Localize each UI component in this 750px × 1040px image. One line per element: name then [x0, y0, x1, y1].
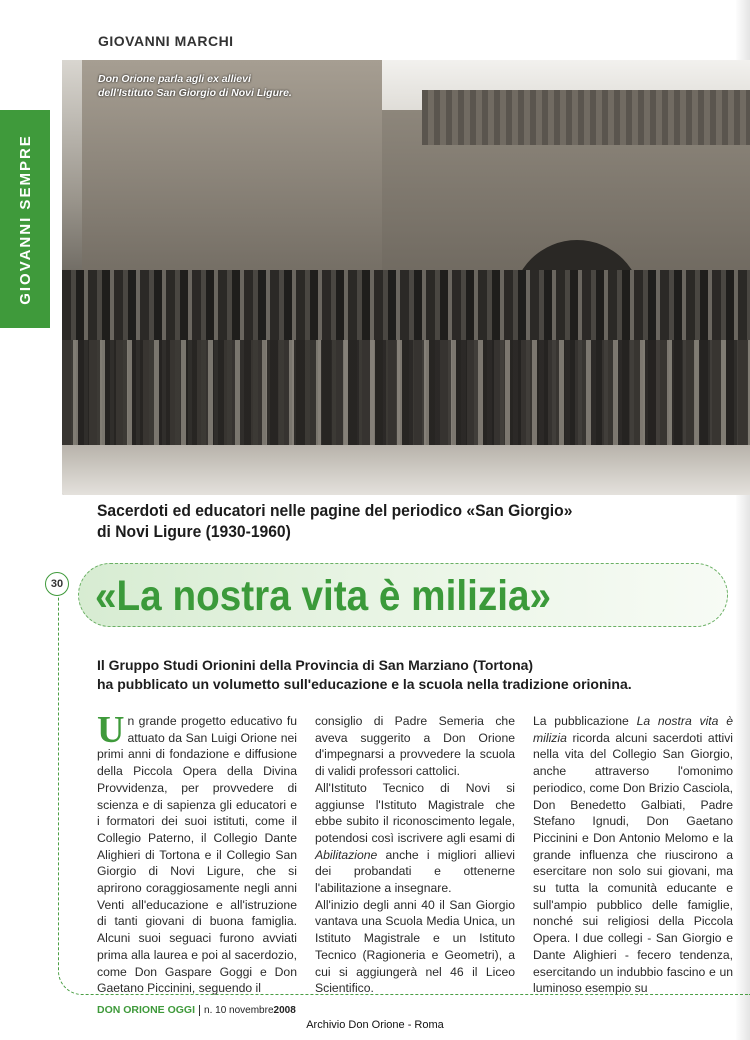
article-subtitle-line2: di Novi Ligure (1930-1960)	[97, 522, 291, 541]
section-sidebar	[0, 110, 50, 328]
archive-credit: Archivio Don Orione - Roma	[306, 1019, 444, 1031]
issue-info: n. 10 novembre	[204, 1005, 274, 1016]
article-headline: «La nostra vita è milizia»	[95, 572, 552, 620]
article-column-3	[533, 713, 733, 997]
column-3-text-a: La pubblicazione	[533, 714, 637, 728]
column-3-italic-title: La nostra vita è milizia	[533, 714, 733, 745]
column-2-p2-text-a: All'Istituto Tecnico di Novi si aggiunse l'Istituto Magistrale che ebbe subito il riconoscimento legale, potendosi così iscrivere agli esami di	[315, 780, 515, 845]
column-2-p2-italic: Abilitazione	[315, 847, 378, 862]
column-2-paragraph-2	[315, 780, 515, 897]
photo-ground	[62, 445, 750, 495]
article-column-1	[97, 709, 297, 997]
historic-group-photo	[62, 60, 750, 495]
article-column-2	[315, 713, 515, 997]
photo-caption-line2: dell'Istituto San Giorgio di Novi Ligure.	[98, 87, 292, 99]
column-3-text-b: ricorda alcuni sacerdoti attivi nella vita del Collegio San Giorgio, anche attraverso l'omonimo periodico, come Don Brizio Casciola, Don Benedetto Galbiati, Padre Stefano Ignudi, Don Gaetano Piccinini e Don Antonio Melomo e la grande influenza che riuscirono a esercitare non solo sui giovani, ma su tutta la comunità educante e sull'ampio pubblico delle famiglie, nonché sui religiosi della Piccola Opera. I due collegi - San Giorgio e Dante Alighieri - fecero tendenza, esercitando un indubbio fascino e un luminoso esempio su	[533, 730, 733, 996]
article-lead-line1: Il Gruppo Studi Orionini della Provincia di San Marziano (Tortona)	[97, 657, 534, 673]
magazine-name: DON ORIONE OGGI	[97, 1004, 196, 1016]
column-2-paragraph-3: All'inizio degli anni 40 il San Giorgio vantava una Scuola Media Unica, un Istituto Magistrale e un Istituto Tecnico (Ragioneria e Geometri), a cui si aggiungerà nel 46 il Liceo Scientifico.	[315, 897, 515, 996]
page-number: 30	[45, 572, 69, 596]
section-label: GIOVANNI SEMPRE	[16, 133, 34, 305]
column-2-paragraph-1: consiglio di Padre Semeria che aveva suggerito a Don Orione d'impegnarsi a provvedere la scuola di validi professori cattolici.	[315, 714, 515, 779]
photo-roof	[422, 90, 750, 145]
article-lead	[97, 656, 717, 694]
article-subtitle-line1: Sacerdoti ed educatori nelle pagine del periodico «San Giorgio»	[97, 501, 573, 520]
article-lead-line2: ha pubblicato un volumetto sull'educazione e la scuola nella tradizione orionina.	[97, 676, 632, 692]
drop-cap: U	[97, 709, 125, 751]
photo-caption	[98, 72, 292, 100]
article-subtitle	[97, 500, 612, 542]
author-name: GIOVANNI MARCHI	[98, 33, 234, 49]
issue-year: 2008	[273, 1005, 296, 1016]
photo-caption-line1: Don Orione parla agli ex allievi	[98, 73, 251, 85]
column-2-p2-text-b: anche i migliori allievi dei probandati e ottenerne l'abilitazione a insegnare.	[315, 847, 515, 896]
column-1-text: n grande progetto educativo fu attuato da San Luigi Orione nei primi anni di fondazione e diffusione della Piccola Opera della Divina Provvidenza, per provvedere di scienza e di sapienza gli educatori e i formatori dei suoi istituti, come il Collegio Paterno, il Collegio Dante Alighieri di Tortona e il Collegio San Giorgio di Novi Ligure, che si aprirono coraggiosamente negli anni Venti all'educazione e all'istruzione di tanti giovani di buona famiglia. Alcuni suoi seguaci furono avviati prima alla laurea e poi al sacerdozio, come Don Gaspare Goggi e Don Gaetano Piccinini, seguendo il	[97, 714, 297, 996]
photo-crowd-front	[62, 340, 750, 450]
page-footer	[97, 1004, 296, 1016]
footer-separator	[199, 1005, 200, 1016]
